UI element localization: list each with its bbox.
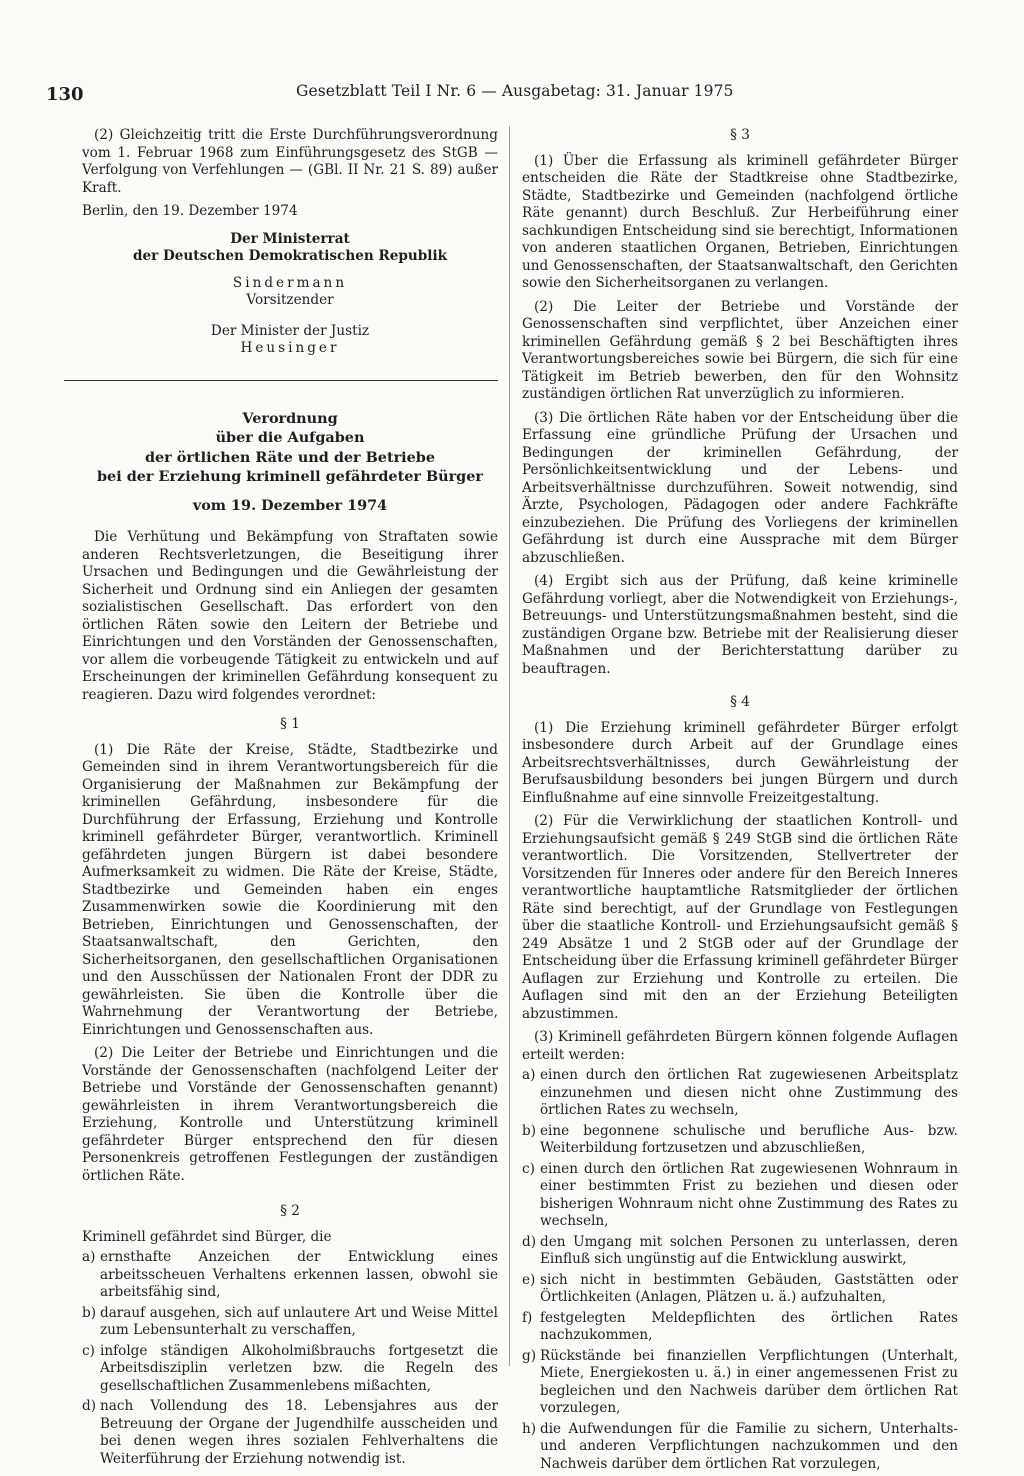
title-line-3: der örtlichen Räte und der Betriebe xyxy=(144,448,436,466)
list-item-label: e) xyxy=(522,1271,536,1288)
list-item-text: die Aufwendungen für die Familie zu sichern, Unterhalts- und anderen Verpflichtungen nachzukommen und den Nachweis darüber dem örtlichen Rat vorzulegen, xyxy=(540,1420,958,1472)
intro-paragraph: (2) Gleichzeitig tritt die Erste Durchführungsverordnung vom 1. Februar 1968 zum Einführungsgesetz des StGB — Verfolgung von Verfehlungen — (GBl. II Nr. 21 S. 89) außer Kraft. xyxy=(82,127,498,196)
section-3-paragraph-1: (1) Über die Erfassung als kriminell gefährdeter Bürger entscheiden die Räte der Stadtkreise ohne Stadtbezirke, Städte, Stadtbezirke und Gemeinden (nachfolgend örtliche Räte genannt) durch Beschluß. Zur Herbeiführung einer sachkundigen Entscheidung sind sie berechtigt, Informationen von anderen staatlichen Organen, Betrieben, Einrichtungen und Genossenschaften, der Staatsanwaltschaft, den Gerichten sowie den Sicherheitsorganen zu verlangen. xyxy=(522,152,958,291)
section-2-heading: § 2 xyxy=(280,1203,300,1219)
list-item-label: f) xyxy=(522,1309,533,1326)
list-item-text: eine begonnene schulische und berufliche Aus- bzw. Weiterbildung fortzusetzen und abzuschließen, xyxy=(540,1122,958,1156)
list-item xyxy=(82,1343,498,1396)
section-4-heading: § 4 xyxy=(730,694,750,710)
list-item-label: d) xyxy=(522,1233,537,1250)
list-item-label: b) xyxy=(522,1122,537,1139)
section-3-heading: § 3 xyxy=(730,127,750,143)
title-line-1: Verordnung xyxy=(242,409,338,427)
list-item-label: b) xyxy=(82,1304,97,1321)
section-4-list xyxy=(522,1067,958,1473)
list-item-label: h) xyxy=(522,1420,537,1437)
running-header: Gesetzblatt Teil I Nr. 6 — Ausgabetag: 31. Januar 1975 xyxy=(296,82,734,100)
list-item-text: den Umgang mit solchen Personen zu unterlassen, deren Einfluß sich ungünstig auf die Entwicklung auswirkt, xyxy=(540,1233,958,1267)
list-item xyxy=(82,1249,498,1302)
page-number: 130 xyxy=(46,84,84,105)
list-item-text: darauf ausgehen, sich auf unlautere Art und Weise Mittel zum Lebensunterhalt zu verschaffen, xyxy=(100,1304,498,1338)
section-3-paragraph-3: (3) Die örtlichen Räte haben vor der Entscheidung über die Erfassung eine gründliche Prüfung der Ursachen und Bedingungen der kriminellen Gefährdung, der Persönlichkeitsentwicklung und der Lebens- und Arbeitsverhältnisse durchzuführen. Soweit notwendig, sind Ärzte, Psychologen, Pädagogen oder andere Fachkräfte einzubeziehen. Die Prüfung des Vorliegens der kriminellen Gefährdung ist durch eine Aussprache mit dem Bürger abzuschließen. xyxy=(522,409,958,566)
signer-1-title: Vorsitzender xyxy=(246,292,334,308)
section-1-paragraph-1: (1) Die Räte der Kreise, Städte, Stadtbezirke und Gemeinden sind in ihrem Verantwortungsbereich für die Organisierung der Maßnahmen zur Bekämpfung der kriminellen Gefährdung, insbesondere für die Durchführung der Erfassung, Erziehung und Kontrolle kriminell gefährdeter Bürger, verantwortlich. Kriminell gefährdeten jungen Bürgern ist dabei besondere Aufmerksamkeit zu widmen. Die Räte der Kreise, Städte, Stadtbezirke und Gemeinden haben ein enges Zusammenwirken sowie die Koordinierung mit den Betrieben, Einrichtungen und Genossenschaften, der Staatsanwaltschaft, den Gerichten, den Sicherheitsorganen, den gesellschaftlichen Organisationen und den Ausschüssen der Nationalen Front der DDR zu gewährleisten. Sie üben die Kontrolle über die Wahrnehmung der Verantwortung der Betriebe, Einrichtungen und Genossenschaften aus. xyxy=(82,741,498,1038)
section-rule xyxy=(64,380,498,381)
list-item xyxy=(522,1310,958,1345)
list-item-text: festgelegten Meldepflichten des örtlichen Rates nachzukommen, xyxy=(540,1309,958,1343)
list-item-label: g) xyxy=(522,1347,537,1364)
left-column xyxy=(82,127,498,1471)
council-line-1: Der Ministerrat xyxy=(230,230,350,247)
list-item xyxy=(82,1305,498,1340)
list-item-text: sich nicht in bestimmten Gebäuden, Gaststätten oder Örtlichkeiten (Anlagen, Plätzen u. ä.) aufzuhalten, xyxy=(540,1271,958,1305)
section-1-paragraph-2: (2) Die Leiter der Betriebe und Einrichtungen und die Vorstände der Genossenschaften (nachfolgend Leiter der Betriebe und Vorstände der Genossenschaften genannt) gewährleisten in ihrem Verantwortungsbereich die Erziehung, Kontrolle und Unterstützung kriminell gefährdeter Bürger entsprechend den für diesen Personenkreis getroffenen Festlegungen der zuständigen örtlichen Räte. xyxy=(82,1045,498,1184)
list-item-text: Rückstände bei finanziellen Verpflichtungen (Unterhalt, Miete, Energiekosten u. ä.) in einer angemessenen Frist zu begleichen und den Nachweis darüber dem örtlichen Rat vorzulegen, xyxy=(540,1347,958,1416)
list-item-text: nach Vollendung des 18. Lebensjahres aus der Betreuung der Organe der Jugendhilfe ausscheiden und bei denen wegen ihres sozialen Fehlverhaltens die Weiterführung der Erziehung notwendig ist. xyxy=(100,1398,498,1467)
title-line-2: über die Aufgaben xyxy=(215,429,365,446)
list-item-label: a) xyxy=(522,1067,536,1083)
list-item xyxy=(522,1123,958,1158)
list-item-text: einen durch den örtlichen Rat zugewiesenen Wohnraum in einer bestimmten Frist zu beziehen und diesen oder bisherigen Wohnraum nicht ohne Zustimmung des Rates zu wechseln, xyxy=(540,1160,958,1229)
title-line-4: bei der Erziehung kriminell gefährdeter Bürger xyxy=(97,468,483,485)
column-divider xyxy=(509,126,510,1366)
list-item-text: einen durch den örtlichen Rat zugewiesenen Arbeitsplatz einzunehmen und diesen nicht ohne Zustimmung des örtlichen Rates zu wechseln, xyxy=(540,1067,958,1118)
section-4-paragraph-2: (2) Für die Verwirklichung der staatlichen Kontroll- und Erziehungsaufsicht gemäß § 249 StGB sind die örtlichen Räte verantwortlich. Die Vorsitzenden, Stellvertreter der Vorsitzenden für Inneres oder andere für den Bereich Inneres verantwortliche hauptamtliche Ratsmitglieder der örtlichen Räte sind berechtigt, auf der Grundlage von Festlegungen über die staatliche Kontroll- und Erziehungsaufsicht gemäß § 249 Absätze 1 und 2 StGB oder auf der Grundlage der Entscheidung über die Erfassung kriminell gefährdeter Bürger Auflagen zur Erziehung und Kontrolle zu erteilen. Die Auflagen sind mit den an der Erziehung Beteiligten abzustimmen. xyxy=(522,813,958,1022)
section-1-heading: § 1 xyxy=(280,716,300,732)
section-4-paragraph-3: (3) Kriminell gefährdeten Bürgern können folgende Auflagen erteilt werden: xyxy=(522,1029,958,1063)
right-column xyxy=(522,127,958,1476)
section-2-intro: Kriminell gefährdet sind Bürger, die xyxy=(82,1228,332,1245)
council-line-2: der Deutschen Demokratischen Republik xyxy=(132,248,448,264)
list-item xyxy=(82,1398,498,1468)
section-4-paragraph-1: (1) Die Erziehung kriminell gefährdeter Bürger erfolgt insbesondere durch Arbeit auf der Grundlage eines Arbeitsrechtsverhältnisses, durch Gewährleistung der Berufsausbildung besonders bei jungen Bürgern und durch Einflußnahme auf eine sinnvolle Freizeitgestaltung. xyxy=(522,719,958,806)
section-2-list xyxy=(82,1249,498,1468)
list-item xyxy=(522,1421,958,1474)
list-item xyxy=(522,1272,958,1307)
preamble: Die Verhütung und Bekämpfung von Straftaten sowie anderen Rechtsverletzungen, die Beseitigung ihrer Ursachen und Bedingungen und die Gewährleistung der Sicherheit und Ordnung sind ein Anliegen der gesamten sozialistischen Gesellschaft. Das erfordert von den örtlichen Räten sowie den Leitern der Betriebe und Einrichtungen und den Vorständen der Genossenschaften, vor allem die vorbeugende Tätigkeit zu entwickeln und auf Erscheinungen der kriminellen Gefährdung konsequent zu reagieren. Dazu wird folgendes verordnet: xyxy=(82,529,498,703)
section-3-paragraph-4: (4) Ergibt sich aus der Prüfung, daß keine kriminelle Gefährdung vorliegt, aber die Notwendigkeit von Erziehungs-, Betreuungs- und Unterstützungsmaßnahmen besteht, sind die zuständigen Organe bzw. Betriebe mit der Realisierung dieser Maßnahmen und der Berichterstattung darüber zu beauftragen. xyxy=(522,573,958,677)
list-item-label: c) xyxy=(82,1342,95,1359)
list-item-text: ernsthafte Anzeichen der Entwicklung eines arbeitsscheuen Verhaltens erkennen lassen, obwohl sie arbeitsfähig sind, xyxy=(100,1249,498,1300)
signer-2-name: Heusinger xyxy=(240,340,340,356)
list-item xyxy=(522,1161,958,1231)
section-3-paragraph-2: (2) Die Leiter der Betriebe und Vorstände der Genossenschaften sind verpflichtet, über Anzeichen einer kriminellen Gefährdung gemäß § 2 bei Beschäftigten ihres Verantwortungsbereiches sowie bei Bürgern, die sich für eine Tätigkeit im Betrieb bewerben, den für den Wohnsitz zuständigen örtlichen Rat unverzüglich zu informieren. xyxy=(522,298,958,402)
list-item-text: infolge ständigen Alkoholmißbrauchs fortgesetzt die Arbeitsdisziplin verletzen bzw. die Regeln des gesellschaftlichen Zusammenlebens mißachten, xyxy=(100,1342,498,1394)
list-item-label: d) xyxy=(82,1398,97,1414)
signer-2-title: Der Minister der Justiz xyxy=(210,322,370,339)
list-item-label: a) xyxy=(82,1249,96,1265)
list-item xyxy=(522,1348,958,1418)
list-item-label: c) xyxy=(522,1160,535,1177)
list-item xyxy=(522,1234,958,1269)
place-date: Berlin, den 19. Dezember 1974 xyxy=(82,203,298,219)
list-item xyxy=(522,1067,958,1120)
title-date: vom 19. Dezember 1974 xyxy=(192,496,388,514)
signer-1-name: Sindermann xyxy=(232,274,348,291)
